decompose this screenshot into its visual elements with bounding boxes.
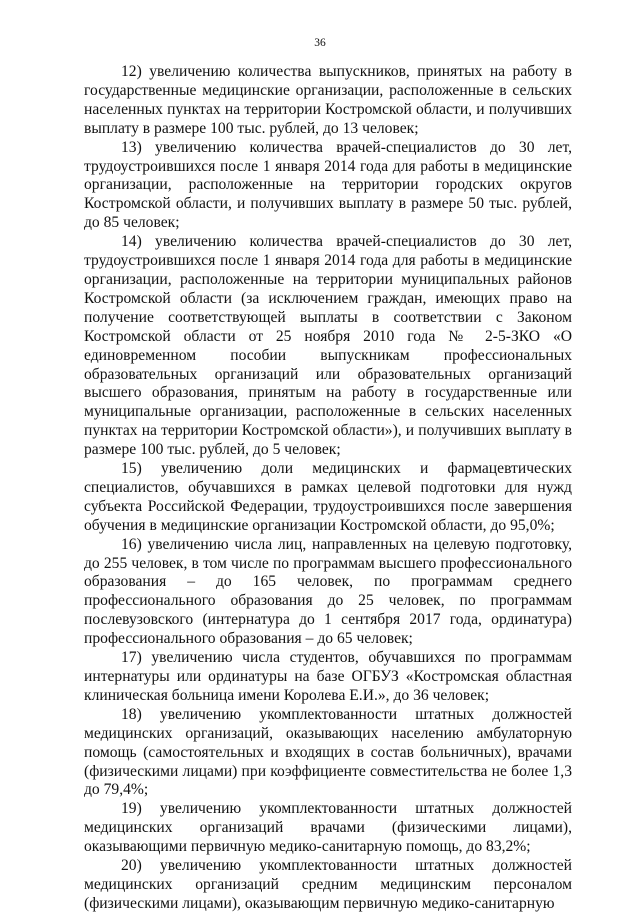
list-item-16: 16) увеличению числа лиц, направленных на целевую подготовку, до 255 человек, в том числе по программам высшего профессионального образования – до 165 человек, по программам среднего профессионального образования до 25 человек, по программам послевузовского (интернатура до 1 сентября 2017 года, ординатура) профессионального образования – до 65 человек; bbox=[84, 535, 572, 648]
document-body bbox=[84, 63, 572, 914]
list-item-14: 14) увеличению количества врачей-специалистов до 30 лет, трудоустроившихся после 1 января 2014 года для работы в медицинские организации, расположенные на территории муниципальных районов Костромской области (за исключением граждан, имеющих право на получение соответствующей выплаты в соответствии с Законом Костромской области от 25 ноября 2010 года № 2-5-ЗКО «О единовременном пособии выпускникам профессиональных образовательных организаций или образовательных организаций высшего образования, принятым на работу в государственные или муниципальные организации, расположенные в сельских населенных пунктах на территории Костромской области»), и получивших выплату в размере 100 тыс. рублей, до 5 человек; bbox=[84, 233, 572, 459]
list-item-12: 12) увеличению количества выпускников, принятых на работу в государственные медицинские организации, расположенные в сельских населенных пунктах на территории Костромской области, и получивших выплату в размере 100 тыс. рублей, до 13 человек; bbox=[84, 63, 572, 137]
list-item-15: 15) увеличению доли медицинских и фармацевтических специалистов, обучавшихся в рамках целевой подготовки для нужд субъекта Российской Федерации, трудоустроившихся после завершения обучения в медицинские организации Костромской области, до 95,0%; bbox=[84, 460, 572, 534]
list-item-17: 17) увеличению числа студентов, обучавшихся по программам интернатуры или ординатуры на базе ОГБУЗ «Костромская областная клиническая больница имени Королева Е.И.», до 36 человек; bbox=[84, 649, 572, 704]
list-item-19: 19) увеличению укомплектованности штатных должностей медицинских организаций врачами (физическими лицами), оказывающими первичную медико-санитарную помощь, до 83,2%; bbox=[84, 800, 572, 856]
page-number: 36 bbox=[314, 37, 326, 49]
list-item-18: 18) увеличению укомплектованности штатных должностей медицинских организаций, оказывающих населению амбулаторную помощь (самостоятельных и входящих в состав больничных), врачами (физическими лицами) при коэффициенте совместительства не более 1,3 до 79,4%; bbox=[84, 705, 572, 799]
list-item-13: 13) увеличению количества врачей-специалистов до 30 лет, трудоустроившихся после 1 января 2014 года для работы в медицинские организации, расположенные на территории городских округов Костромской области, и получивших выплату в размере 50 тыс. рублей, до 85 человек; bbox=[84, 138, 572, 232]
list-item-20: 20) увеличению укомплектованности штатных должностей медицинских организаций средним медицинским персоналом (физическими лицами), оказывающим первичную медико-санитарную bbox=[84, 857, 572, 912]
